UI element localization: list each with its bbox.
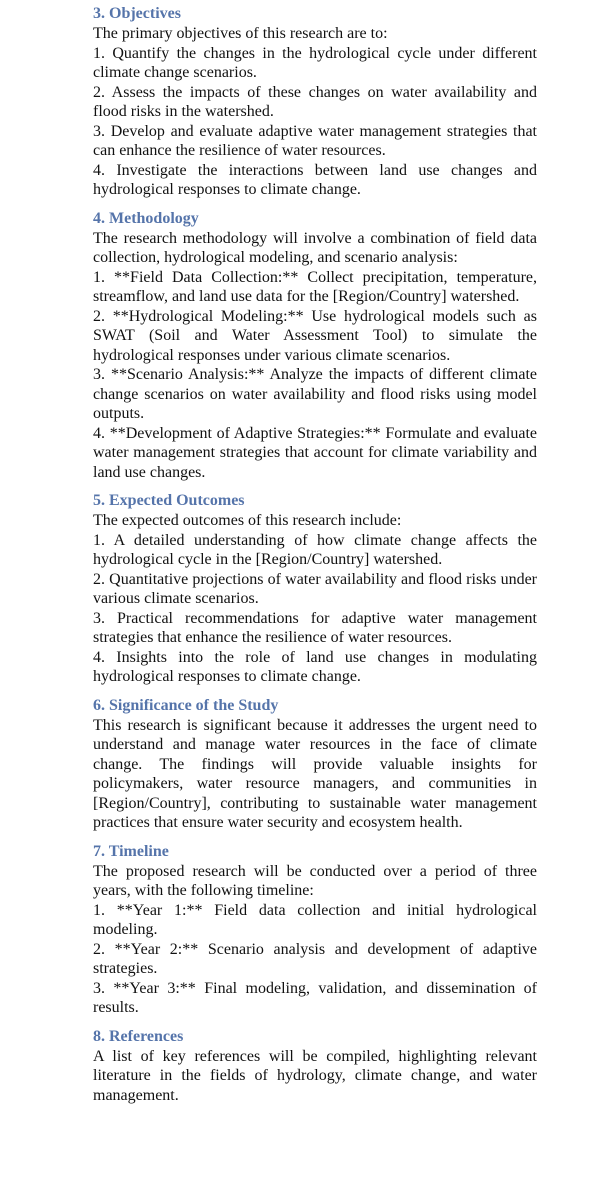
- list-item: 1. **Year 1:** Field data collection and initial hydrological modeling.: [93, 901, 537, 938]
- section-heading: 4. Methodology: [93, 209, 199, 227]
- list-item: 2. **Hydrological Modeling:** Use hydrological models such as SWAT (Soil and Water Assessment Tool) to simulate the hydrological responses under various climate scenarios.: [93, 307, 537, 364]
- list-item: 2. Quantitative projections of water availability and flood risks under various climate scenarios.: [93, 570, 537, 607]
- section-heading: 3. Objectives: [93, 5, 181, 22]
- section-body: [93, 229, 537, 483]
- section-body: [93, 511, 537, 687]
- section-heading: 6. Significance of the Study: [93, 696, 279, 714]
- section-methodology: [93, 209, 537, 483]
- list-item: 1. Quantify the changes in the hydrological cycle under different climate change scenarios.: [93, 44, 537, 81]
- list-item: 4. **Development of Adaptive Strategies:** Formulate and evaluate water management strategies that account for climate variability and land use changes.: [93, 424, 537, 481]
- list-item: 2. Assess the impacts of these changes on water availability and flood risks in the watershed.: [93, 83, 537, 120]
- section-body: [93, 862, 537, 1018]
- list-item: 1. **Field Data Collection:** Collect precipitation, temperature, streamflow, and land use data for the [Region/Country] watershed.: [93, 268, 537, 305]
- section-heading: 8. References: [93, 1027, 184, 1045]
- paragraph: This research is significant because it addresses the urgent need to understand and manage water resources in the face of climate change. The findings will provide valuable insights for policymakers, water resource managers, and communities in [Region/Country], contributing to sustainable water management practices that ensure water security and ecosystem health.: [93, 716, 537, 831]
- section-references: [93, 1027, 537, 1106]
- section-objectives: [93, 4, 537, 200]
- list-item: 3. **Year 3:** Final modeling, validation, and dissemination of results.: [93, 979, 537, 1016]
- paragraph: The expected outcomes of this research include:: [93, 512, 402, 529]
- paragraph: The research methodology will involve a combination of field data collection, hydrological modeling, and scenario analysis:: [93, 229, 537, 266]
- list-item: 3. Develop and evaluate adaptive water management strategies that can enhance the resilience of water resources.: [93, 122, 537, 159]
- list-item: 4. Insights into the role of land use changes in modulating hydrological responses to climate change.: [93, 648, 537, 685]
- section-heading: 7. Timeline: [93, 842, 169, 860]
- list-item: 1. A detailed understanding of how climate change affects the hydrological cycle in the [Region/Country] watershed.: [93, 531, 537, 568]
- paragraph: The primary objectives of this research are to:: [93, 25, 388, 42]
- paragraph: The proposed research will be conducted over a period of three years, with the following timeline:: [93, 862, 537, 899]
- section-significance: [93, 696, 537, 833]
- paragraph: A list of key references will be compiled, highlighting relevant literature in the fields of hydrology, climate change, and water management.: [93, 1047, 537, 1104]
- section-body: [93, 716, 537, 833]
- list-item: 4. Investigate the interactions between land use changes and hydrological responses to climate change.: [93, 161, 537, 198]
- section-timeline: [93, 842, 537, 1018]
- section-body: [93, 1047, 537, 1106]
- section-body: [93, 24, 537, 200]
- section-expected-outcomes: [93, 491, 537, 687]
- section-heading: 5. Expected Outcomes: [93, 492, 245, 509]
- list-item: 3. Practical recommendations for adaptive water management strategies that enhance the resilience of water resources.: [93, 609, 537, 646]
- list-item: 3. **Scenario Analysis:** Analyze the impacts of different climate change scenarios on water availability and flood risks using model outputs.: [93, 366, 537, 422]
- list-item: 2. **Year 2:** Scenario analysis and development of adaptive strategies.: [93, 940, 537, 977]
